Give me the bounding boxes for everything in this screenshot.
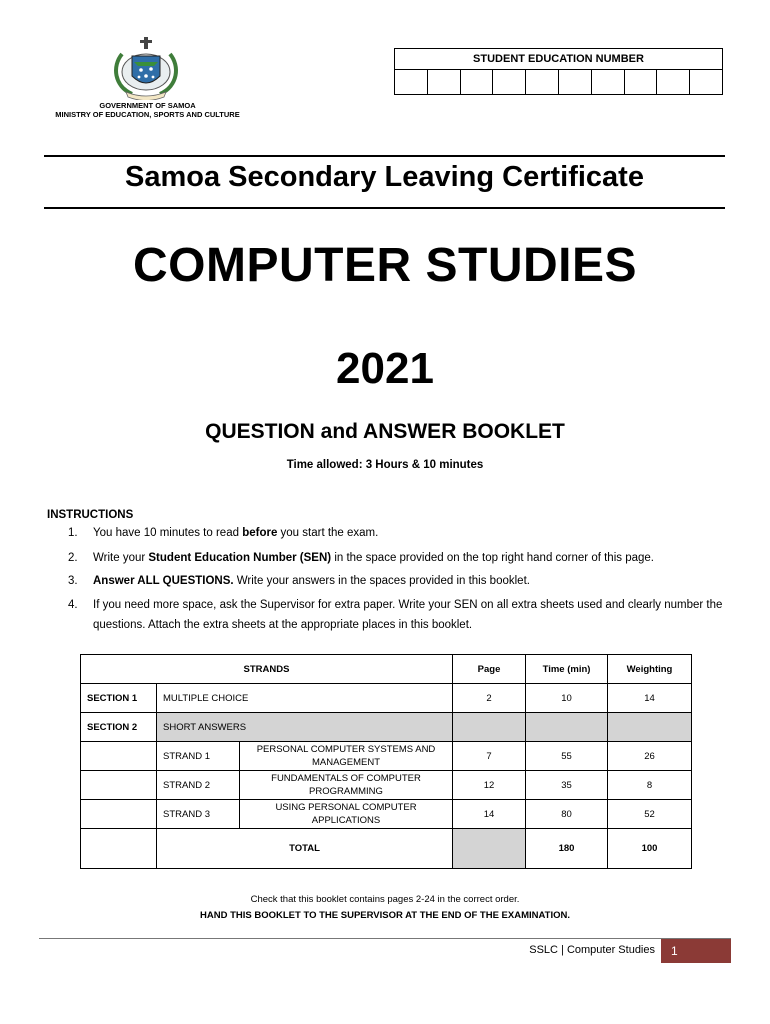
sen-digit-cell — [395, 70, 428, 95]
total-time: 180 — [526, 829, 608, 869]
page-cell: 2 — [453, 684, 526, 713]
certificate-title: Samoa Secondary Leaving Certificate — [125, 161, 644, 193]
table-header-row — [81, 655, 692, 684]
time-cell: 35 — [526, 771, 608, 800]
footer-rule — [39, 938, 731, 939]
sen-digit-cell — [657, 70, 690, 95]
section-name: MULTIPLE CHOICE — [157, 684, 453, 713]
samoa-coat-of-arms-logo — [108, 36, 184, 100]
sen-digit-cell — [428, 70, 461, 95]
page-cell — [453, 713, 526, 742]
section-label: SECTION 1 — [81, 684, 157, 713]
instruction-segment: you start the exam. — [277, 527, 379, 539]
running-footer-title: SSLC | Computer Studies — [529, 944, 655, 956]
blank-cell — [81, 742, 157, 771]
instruction-number: 2. — [68, 552, 78, 564]
strand-name: PERSONAL COMPUTER SYSTEMS AND MANAGEMENT — [240, 742, 453, 771]
instruction-item — [68, 595, 728, 635]
time-cell: 55 — [526, 742, 608, 771]
ministry-label: MINISTRY OF EDUCATION, SPORTS AND CULTURE — [55, 110, 240, 119]
sen-digit-cell — [559, 70, 592, 95]
instruction-item — [68, 548, 728, 568]
instruction-number: 4. — [68, 599, 78, 611]
hand-in-note: HAND THIS BOOKLET TO THE SUPERVISOR AT THE END OF THE EXAMINATION. — [200, 910, 570, 921]
sen-title: STUDENT EDUCATION NUMBER — [395, 49, 722, 70]
page-check-note: Check that this booklet contains pages 2-24 in the correct order. — [250, 894, 520, 905]
instruction-number: 3. — [68, 575, 78, 587]
strand-name: FUNDAMENTALS OF COMPUTER PROGRAMMING — [240, 771, 453, 800]
government-label: GOVERNMENT OF SAMOA — [99, 101, 196, 110]
section-name: SHORT ANSWERS — [157, 713, 453, 742]
sen-digit-cell — [526, 70, 559, 95]
instruction-emphasis: Answer ALL QUESTIONS. — [93, 575, 234, 587]
table-row — [81, 800, 692, 829]
section-label: SECTION 2 — [81, 713, 157, 742]
sen-entry-cells — [395, 70, 722, 95]
student-education-number-box — [394, 48, 723, 95]
page-number: 1 — [661, 939, 731, 963]
booklet-title: QUESTION and ANSWER BOOKLET — [205, 420, 565, 443]
strand-name: USING PERSONAL COMPUTER APPLICATIONS — [240, 800, 453, 829]
page-cell: 12 — [453, 771, 526, 800]
header-strands: STRANDS — [81, 655, 453, 684]
sen-digit-cell — [625, 70, 658, 95]
instruction-segment: in the space provided on the top right hand corner of this page. — [331, 552, 654, 564]
instruction-segment: If you need more space, ask the Supervisor for extra paper. Write your SEN on all extra sheets used and clearly number the questions. Attach the extra sheets at the appropriate places in this booklet. — [93, 599, 723, 631]
strands-table — [80, 654, 692, 869]
table-row — [81, 713, 692, 742]
table-row — [81, 684, 692, 713]
page-cell — [453, 829, 526, 869]
sen-digit-cell — [461, 70, 494, 95]
instruction-emphasis: Student Education Number (SEN) — [148, 552, 332, 564]
instruction-text — [93, 571, 728, 591]
weighting-cell: 14 — [608, 684, 692, 713]
strand-label: STRAND 3 — [157, 800, 240, 829]
total-label: TOTAL — [157, 829, 453, 869]
instruction-segment: You have 10 minutes to read — [93, 527, 243, 539]
instruction-segment: Write your — [93, 552, 149, 564]
instructions-heading: INSTRUCTIONS — [47, 509, 134, 521]
header-time: Time (min) — [526, 655, 608, 684]
instruction-text — [93, 523, 728, 543]
weighting-cell — [608, 713, 692, 742]
exam-year: 2021 — [336, 344, 434, 393]
header-weighting: Weighting — [608, 655, 692, 684]
table-total-row — [81, 829, 692, 869]
instruction-number: 1. — [68, 527, 78, 539]
instruction-segment: Write your answers in the spaces provided in this booklet. — [233, 575, 530, 587]
blank-cell — [81, 800, 157, 829]
instruction-text — [93, 595, 728, 635]
time-cell: 80 — [526, 800, 608, 829]
sen-digit-cell — [493, 70, 526, 95]
title-rule-bottom — [44, 207, 725, 209]
time-allowed: Time allowed: 3 Hours & 10 minutes — [286, 459, 484, 471]
sen-digit-cell — [690, 70, 722, 95]
instruction-item — [68, 571, 728, 591]
instruction-emphasis: before — [242, 527, 278, 539]
sen-digit-cell — [592, 70, 625, 95]
instruction-text — [93, 548, 728, 568]
table-row — [81, 771, 692, 800]
weighting-cell: 8 — [608, 771, 692, 800]
total-weighting: 100 — [608, 829, 692, 869]
time-cell: 10 — [526, 684, 608, 713]
header-page: Page — [453, 655, 526, 684]
table-row — [81, 742, 692, 771]
title-rule-top — [44, 155, 725, 157]
page-cell: 7 — [453, 742, 526, 771]
page-cell: 14 — [453, 800, 526, 829]
time-cell — [526, 713, 608, 742]
strand-label: STRAND 1 — [157, 742, 240, 771]
instruction-item — [68, 523, 728, 543]
strand-label: STRAND 2 — [157, 771, 240, 800]
weighting-cell: 52 — [608, 800, 692, 829]
weighting-cell: 26 — [608, 742, 692, 771]
blank-cell — [81, 829, 157, 869]
subject-title: COMPUTER STUDIES — [132, 239, 638, 292]
blank-cell — [81, 771, 157, 800]
